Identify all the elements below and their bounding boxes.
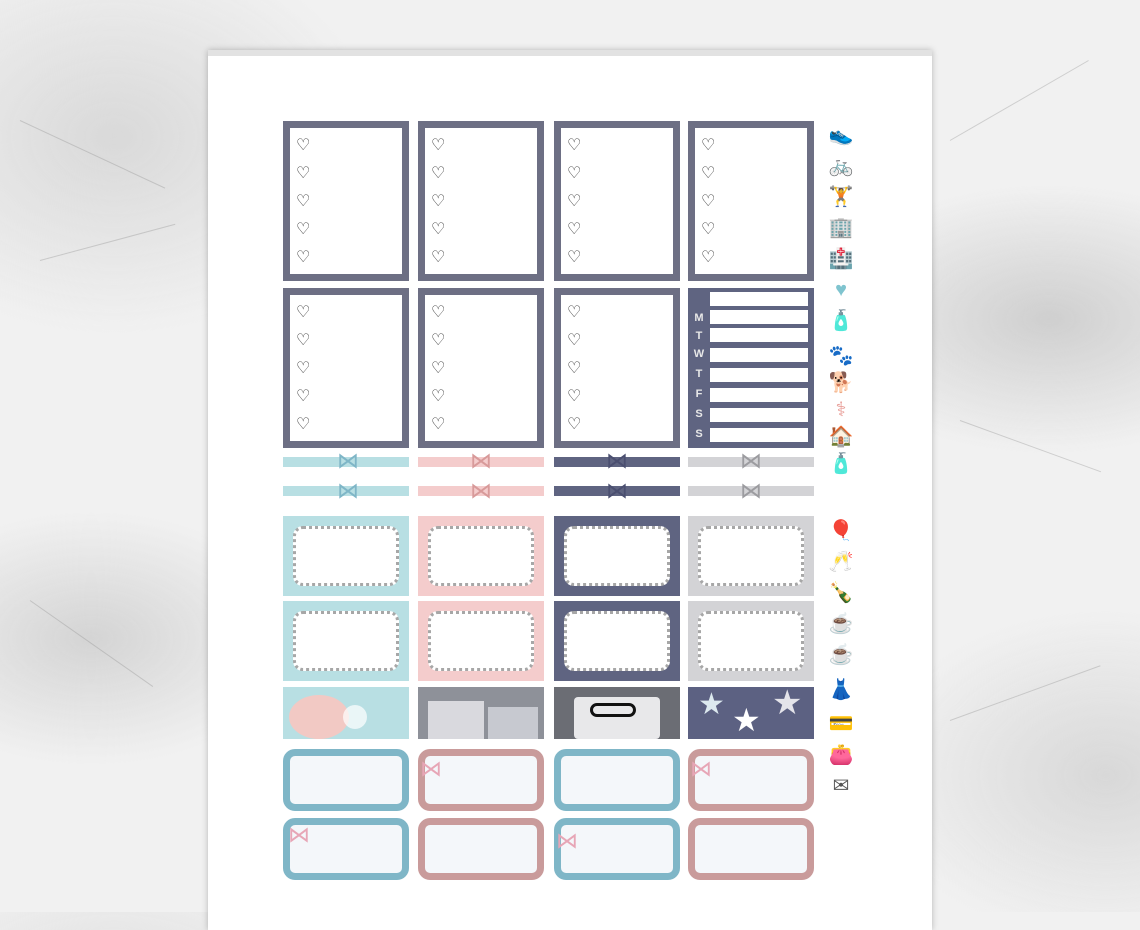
heart-checkbox-icon[interactable]: ♡ <box>431 304 446 321</box>
label-box[interactable] <box>418 516 544 596</box>
heart-checkbox-icon[interactable]: ♡ <box>567 360 582 377</box>
heart-checkbox-icon[interactable]: ♡ <box>296 360 311 377</box>
heart-checkbox-icon[interactable]: ♡ <box>567 249 582 266</box>
heart-checkbox-icon[interactable]: ♡ <box>567 388 582 405</box>
heart-checkbox-icon[interactable]: ♡ <box>296 165 311 182</box>
glitter-label-box[interactable] <box>554 749 680 811</box>
water-bottle-icon[interactable]: 🧴 <box>828 310 854 332</box>
heart-checkbox-icon[interactable]: ♡ <box>431 416 446 433</box>
bow-icon: ⋈ <box>337 478 359 503</box>
heart-checkbox-icon[interactable]: ♡ <box>431 332 446 349</box>
week-letter: M <box>694 312 704 324</box>
label-box[interactable] <box>283 516 409 596</box>
star-icon: ★ <box>698 688 725 721</box>
weekly-tracker-box[interactable] <box>688 288 814 448</box>
stars-header-strip[interactable] <box>688 687 814 739</box>
star-icon: ★ <box>772 687 803 722</box>
balloons-icon[interactable]: 🎈 <box>828 520 854 542</box>
week-letter: S <box>695 408 703 420</box>
exercise-bike-icon[interactable]: 🚲 <box>828 155 854 177</box>
checklist-box[interactable] <box>283 288 409 448</box>
checklist-box[interactable] <box>688 121 814 281</box>
label-box[interactable] <box>688 516 814 596</box>
heart-checkbox-icon[interactable]: ♡ <box>701 137 716 154</box>
heart-checkbox-icon[interactable]: ♡ <box>567 416 582 433</box>
star-icon: ★ <box>732 702 761 738</box>
heart-checkbox-icon[interactable]: ♡ <box>701 249 716 266</box>
dog-house-icon[interactable]: 🏠 <box>828 426 854 448</box>
book-glasses-header-strip[interactable] <box>554 687 680 739</box>
bow-icon: ⋈ <box>740 478 762 503</box>
heart-checkbox-icon[interactable]: ♡ <box>431 360 446 377</box>
sneaker-icon[interactable]: 👟 <box>828 124 854 146</box>
heart-checkbox-icon[interactable]: ♡ <box>567 221 582 238</box>
stethoscope-icon[interactable]: ⚕ <box>835 399 847 421</box>
heart-checkbox-icon[interactable]: ♡ <box>431 137 446 154</box>
label-box[interactable] <box>688 601 814 681</box>
pink-bow-icon: ⋈ <box>420 756 442 781</box>
week-letter: T <box>695 330 703 342</box>
floral-header-strip[interactable] <box>283 687 409 739</box>
glitter-label-box[interactable] <box>283 749 409 811</box>
heart-checkbox-icon[interactable]: ♡ <box>431 193 446 210</box>
sheet-edge <box>208 50 932 56</box>
mail-icon[interactable]: ✉ <box>832 775 850 797</box>
building-icon[interactable]: 🏢 <box>828 217 854 239</box>
wallet-icon[interactable]: 👛 <box>828 744 854 766</box>
heart-checkbox-icon[interactable]: ♡ <box>296 221 311 238</box>
champagne-bucket-icon[interactable]: 🍾 <box>828 582 854 604</box>
coffee-cup-icon[interactable]: ☕ <box>828 613 854 635</box>
pink-bow-icon: ⋈ <box>288 822 310 847</box>
dress-icon[interactable]: 👗 <box>828 679 854 701</box>
heart-checkbox-icon[interactable]: ♡ <box>567 332 582 349</box>
checklist-box[interactable] <box>283 121 409 281</box>
glitter-label-box[interactable] <box>688 818 814 880</box>
bow-icon: ⋈ <box>606 448 628 473</box>
pink-bow-icon: ⋈ <box>556 828 578 853</box>
heart-checkbox-icon[interactable]: ♡ <box>567 304 582 321</box>
label-box[interactable] <box>283 601 409 681</box>
glitter-label-box[interactable] <box>418 818 544 880</box>
heart-checkbox-icon[interactable]: ♡ <box>701 221 716 238</box>
heart-checkbox-icon[interactable]: ♡ <box>431 249 446 266</box>
cheers-icon[interactable]: 🥂 <box>828 551 854 573</box>
heart-checkbox-icon[interactable]: ♡ <box>567 165 582 182</box>
bow-icon: ⋈ <box>470 448 492 473</box>
heart-checkbox-icon[interactable]: ♡ <box>296 304 311 321</box>
label-box[interactable] <box>554 516 680 596</box>
village-header-strip[interactable] <box>418 687 544 739</box>
label-box[interactable] <box>418 601 544 681</box>
week-letter: W <box>693 348 705 360</box>
pet-icon[interactable]: 🐾 <box>828 345 854 367</box>
heart-checkbox-icon[interactable]: ♡ <box>296 332 311 349</box>
pink-bow-icon: ⋈ <box>690 756 712 781</box>
checklist-box[interactable] <box>418 288 544 448</box>
bow-icon: ⋈ <box>470 478 492 503</box>
heart-checkbox-icon[interactable]: ♡ <box>567 193 582 210</box>
credit-card-icon[interactable]: 💳 <box>828 713 854 735</box>
heart-checkbox-icon[interactable]: ♡ <box>296 388 311 405</box>
week-letter: F <box>695 388 703 400</box>
spray-bottle-icon[interactable]: 🧴 <box>828 453 854 475</box>
tea-cup-icon[interactable]: ☕ <box>828 644 854 666</box>
heart-checkbox-icon[interactable]: ♡ <box>431 165 446 182</box>
dumbbell-icon[interactable]: 🏋 <box>828 186 854 208</box>
heart-checkbox-icon[interactable]: ♡ <box>296 137 311 154</box>
week-letter: S <box>695 428 703 440</box>
clinic-icon[interactable]: 🏥 <box>828 248 854 270</box>
checklist-box[interactable] <box>554 121 680 281</box>
heart-checkbox-icon[interactable]: ♡ <box>296 416 311 433</box>
heart-checkbox-icon[interactable]: ♡ <box>567 137 582 154</box>
heart-checkbox-icon[interactable]: ♡ <box>701 193 716 210</box>
bow-icon: ⋈ <box>740 448 762 473</box>
heart-rate-icon[interactable]: ♥ <box>835 279 847 301</box>
week-letter: T <box>695 368 703 380</box>
bow-icon: ⋈ <box>606 478 628 503</box>
heart-checkbox-icon[interactable]: ♡ <box>296 249 311 266</box>
heart-checkbox-icon[interactable]: ♡ <box>296 193 311 210</box>
checklist-box[interactable] <box>554 288 680 448</box>
bow-icon: ⋈ <box>337 448 359 473</box>
dog-icon[interactable]: 🐕 <box>828 372 854 394</box>
heart-checkbox-icon[interactable]: ♡ <box>701 165 716 182</box>
checklist-box[interactable] <box>418 121 544 281</box>
heart-checkbox-icon[interactable]: ♡ <box>431 388 446 405</box>
heart-checkbox-icon[interactable]: ♡ <box>431 221 446 238</box>
label-box[interactable] <box>554 601 680 681</box>
